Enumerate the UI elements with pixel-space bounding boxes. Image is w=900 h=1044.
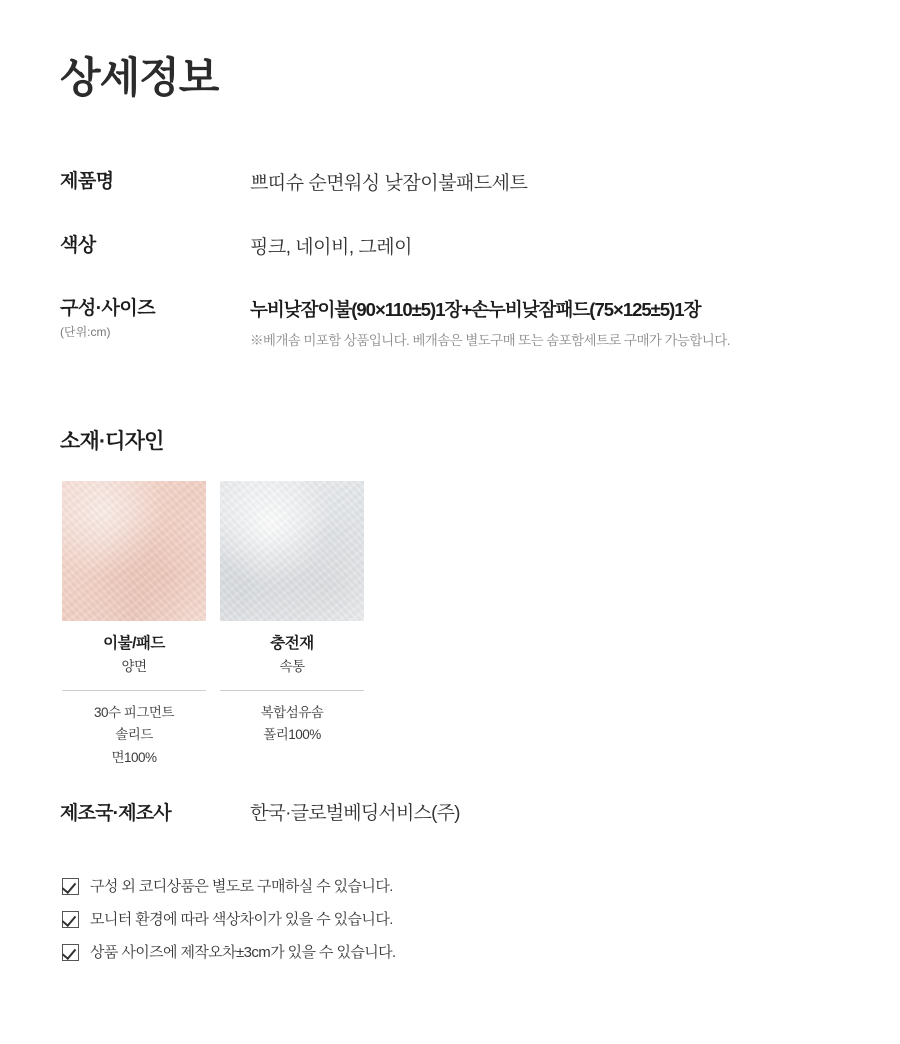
spec-row [60,170,850,197]
swatch-item [62,481,206,769]
spec-label-text: 제품명 [60,171,114,192]
swatch-detail [62,691,206,769]
spec-label [60,297,250,340]
manufacturer-label: 제조국·제조사 [60,803,171,824]
spec-label [60,234,250,259]
spec-label-text: 색상 [60,234,96,256]
swatch-subtitle: 속통 [279,658,305,674]
swatch-subtitle: 양면 [121,658,147,674]
spec-value: 핑크, 네이비, 그레이 [250,236,412,258]
pink-fabric-swatch-image [62,481,206,621]
check-icon [62,944,79,961]
note-text: 상품 사이즈에 제작오차±3cm가 있을 수 있습니다. [90,944,396,961]
swatch-detail-line: 면100% [111,749,157,765]
swatch-detail-line: 폴리100% [263,727,321,743]
list-item [62,942,396,963]
manufacturer-row [60,798,460,825]
swatch-title: 충전재 [270,635,314,652]
page-title: 상세정보 [60,54,219,101]
material-section-heading: 소재·디자인 [60,430,164,453]
spec-note: ※베개솜 미포함 상품입니다. 베개솜은 별도구매 또는 솜포함세트로 구매가 가능합니다. [250,333,730,349]
spec-label [60,170,250,195]
note-text: 모니터 환경에 따라 색상차이가 있을 수 있습니다. [90,911,393,928]
swatch-detail-line: 30수 피그먼트 [94,705,174,721]
spec-row [60,297,850,350]
note-text: 구성 외 코디상품은 별도로 구매하실 수 있습니다. [90,878,393,895]
list-item [62,876,396,897]
spec-label-text: 구성·사이즈 [60,298,156,320]
spec-value: 쁘띠슈 순면워싱 낮잠이불패드세트 [250,173,528,194]
manufacturer-value: 한국·글로벌베딩서비스(주) [250,803,460,824]
swatch-title: 이불/패드 [103,635,165,652]
list-item [62,909,396,930]
spec-table [60,170,850,387]
swatch-item [220,481,364,769]
check-icon [62,911,79,928]
swatch-caption [62,621,206,691]
check-icon [62,878,79,895]
spec-row [60,234,850,261]
swatch-detail-line: 복합섬유솜 [260,705,324,721]
filling-swatch-image [220,481,364,621]
swatch-detail-line: 솔리드 [115,727,153,743]
spec-value-text: 누비낮잠이불(90×110±5)1장+손누비낮잠패드(75×125±5)1장 [250,299,701,321]
swatch-group [62,481,364,769]
notes-list [62,876,396,975]
swatch-caption [220,621,364,691]
spec-value [250,297,850,350]
spec-label-unit: (단위:cm) [60,324,111,339]
swatch-detail [220,691,364,747]
